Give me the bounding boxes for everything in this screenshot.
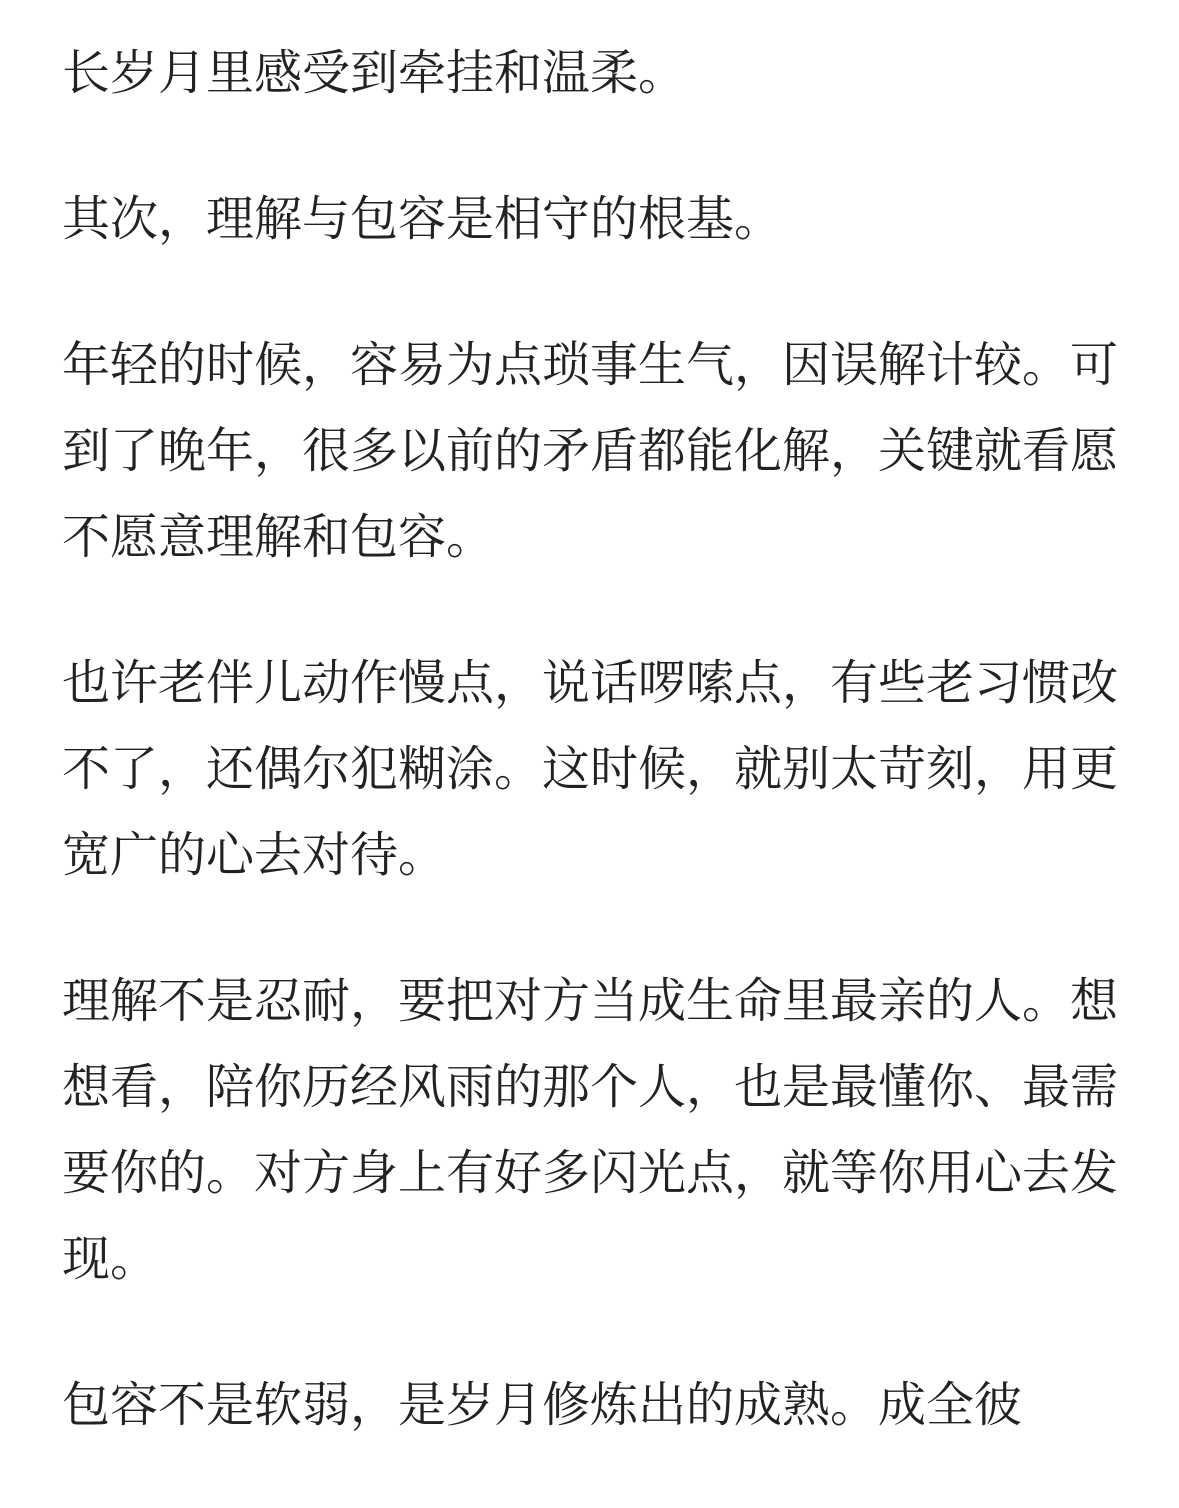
article-body — [62, 30, 1118, 1508]
paragraph-6: 包容不是软弱，是岁月修炼出的成熟。成全彼 — [62, 1377, 1023, 1433]
paragraph-4: 也许老伴儿动作慢点，说话啰嗦点，有些老习惯改不了，还偶尔犯糊涂。这时候，就别太苛刻，用更宽广的心去对待。 — [62, 655, 1119, 883]
paragraph-3: 年轻的时候，容易为点琐事生气，因误解计较。可到了晚年，很多以前的矛盾都能化解，关键就看愿不愿意理解和包容。 — [62, 337, 1119, 565]
paragraph-2: 其次，理解与包容是相守的根基。 — [62, 191, 783, 247]
paragraph-5: 理解不是忍耐，要把对方当成生命里最亲的人。想想看，陪你历经风雨的那个人，也是最懂你、最需要你的。对方身上有好多闪光点，就等你用心去发现。 — [62, 973, 1119, 1287]
paragraph-1: 长岁月里感受到牵挂和温柔。 — [62, 45, 687, 101]
